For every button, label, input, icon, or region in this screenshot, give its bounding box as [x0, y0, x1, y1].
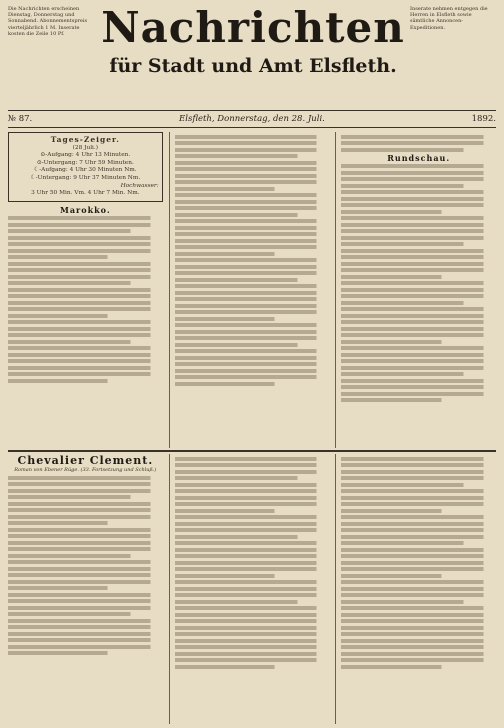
column-left: [8, 132, 163, 448]
tages-zeiger-date: (28 Juli.): [72, 144, 99, 151]
issue-number: № 87.: [8, 114, 33, 124]
feuilleton-column-2: [169, 454, 330, 724]
issue-date: Elsfleth, Donnerstag, den 28. Juli.: [179, 114, 325, 124]
lower-columns: [8, 454, 496, 724]
feuilleton-column-3: [335, 454, 496, 724]
feuilleton-text: [8, 476, 163, 656]
column-right: [335, 132, 496, 448]
newspaper-title: Nachrichten: [101, 3, 405, 52]
advertising-note: Inserate nehmen entgegen die Herren in Elsfleth sowie sämtliche Annoncen-Expeditionen.: [410, 6, 488, 31]
tages-zeiger-box: [8, 132, 163, 202]
moonrise: ☾-Aufgang: 4 Uhr 30 Minuten Nm.: [34, 167, 137, 174]
moonset: ☾-Untergang: 9 Uhr 37 Minuten Nm.: [30, 174, 141, 181]
newspaper-subtitle: für Stadt und Amt Elsfleth.: [109, 55, 397, 77]
feuilleton-rule: [8, 450, 496, 452]
hochwasser-times: 3 Uhr 50 Min. Vm. 4 Uhr 7 Min. Nm.: [31, 190, 140, 197]
sunrise: ⊙-Aufgang: 4 Uhr 13 Minuten.: [40, 152, 131, 159]
column-middle: [169, 132, 330, 448]
masthead: [98, 4, 408, 78]
issue-year: 1892.: [471, 114, 496, 124]
upper-columns: [8, 132, 496, 448]
middle-article-text: [175, 135, 330, 386]
sunset: ⊙-Untergang: 7 Uhr 59 Minuten.: [36, 159, 134, 166]
feuilleton-column: [8, 454, 163, 724]
feuilleton-text-2: [175, 457, 330, 669]
feuilleton-title: Chevalier Clement.: [17, 454, 154, 467]
tages-zeiger-title: Tages-Zeiger.: [50, 135, 120, 144]
hochwasser-label: Hochwasser:: [120, 182, 159, 189]
marokko-article-text: [8, 216, 163, 383]
rundschau-article-text: [341, 164, 496, 402]
dateline: [8, 110, 496, 128]
feuilleton-text-3: [341, 457, 496, 669]
subscription-note: Die Nachrichten erscheinen Dienstag, Donnerstag und Sonnabend. Abonnementspreis vierteljährlich 1 M. Inserate kosten die Zeile 10 Pf.: [8, 6, 88, 37]
section-marokko: Marokko.: [60, 204, 111, 215]
right-top-text: [341, 135, 496, 152]
feuilleton-subtitle: Roman von Ebener Rüge. (33. Fortsetzung und Schluß.): [14, 466, 157, 473]
section-rundschau: Rundschau.: [387, 152, 451, 163]
